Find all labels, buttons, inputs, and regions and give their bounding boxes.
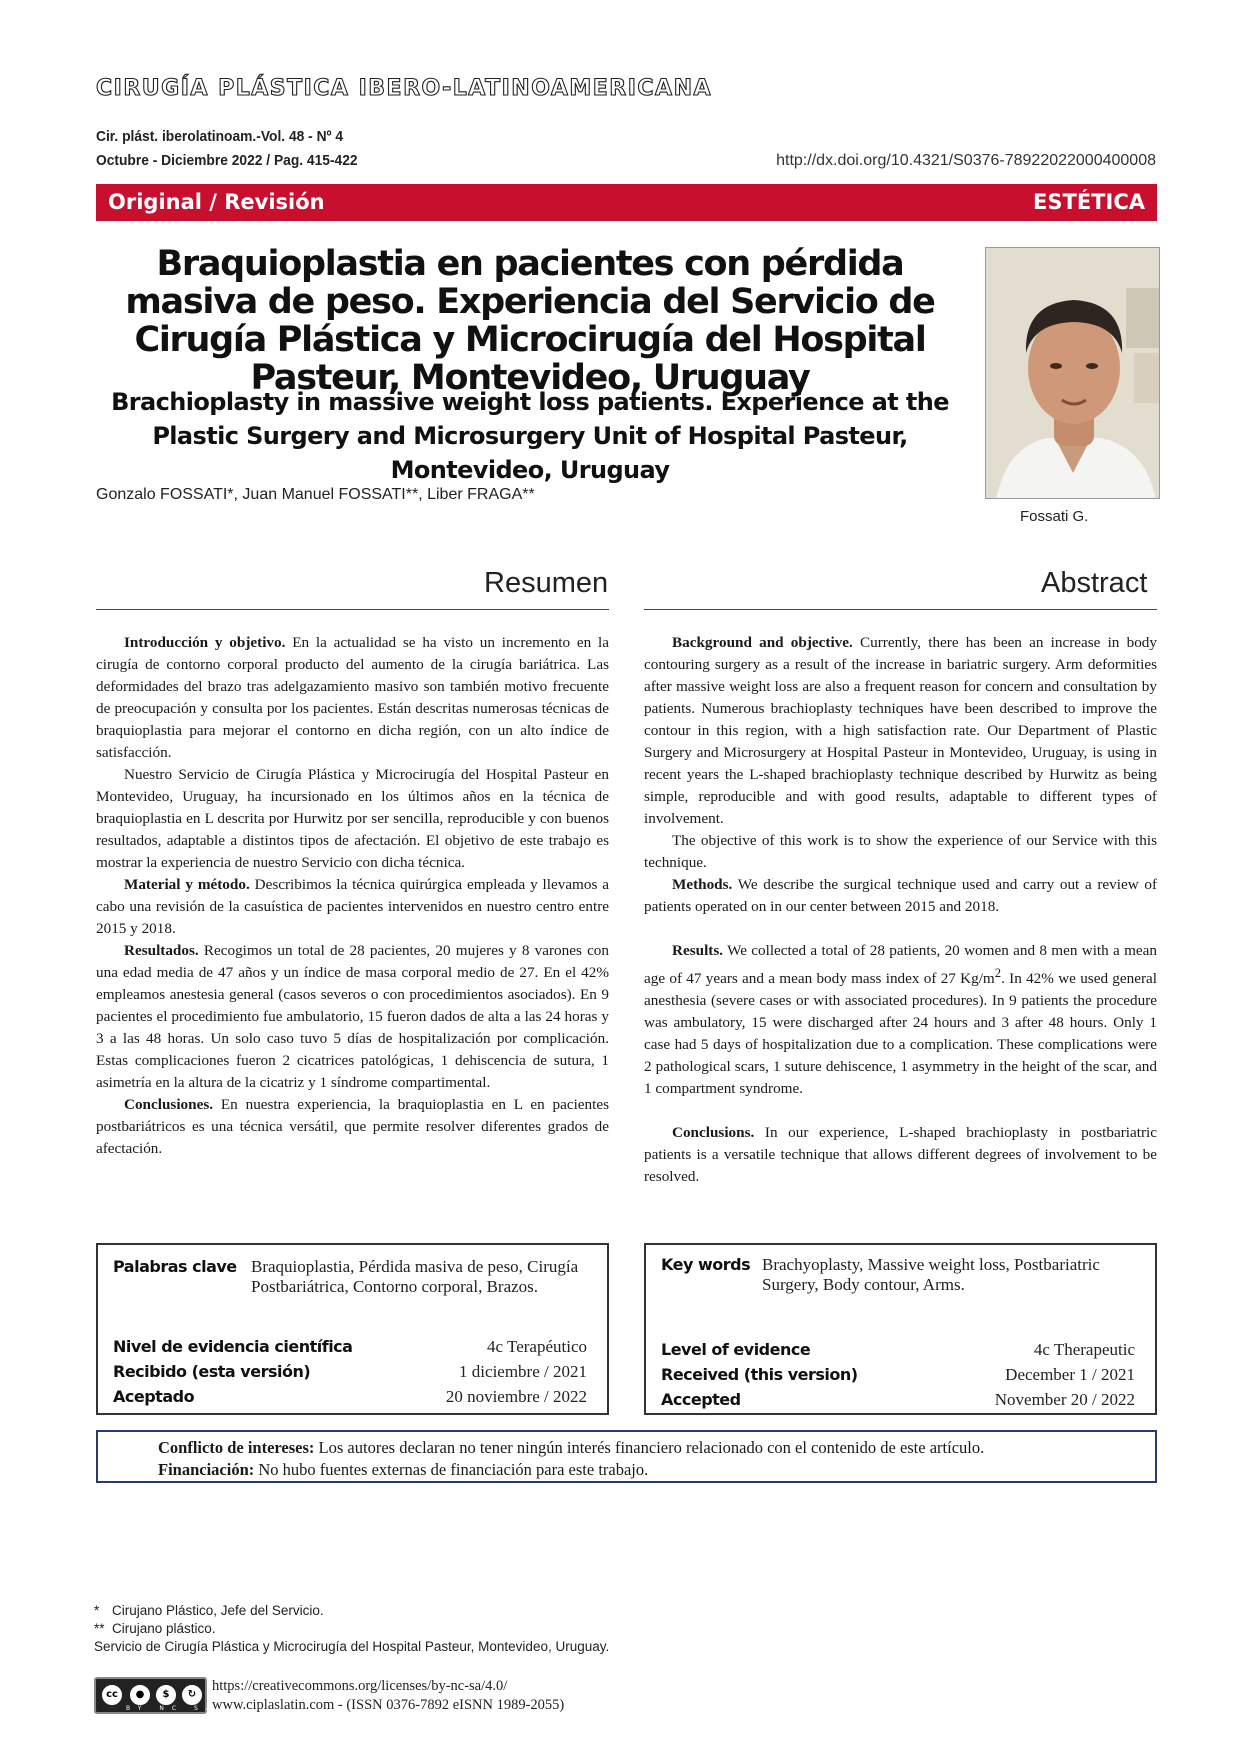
cc-icon: cc	[100, 1683, 124, 1707]
received-value: December 1 / 2021	[1005, 1365, 1135, 1384]
abstract-paragraph: The objective of this work is to show the experience of our Service with this technique.	[644, 832, 1157, 871]
authors: Gonzalo FOSSATI*, Juan Manuel FOSSATI**, Liber FRAGA**	[96, 486, 535, 503]
accepted-value: 20 noviembre / 2022	[445, 1387, 587, 1406]
abstract-rule	[644, 609, 1157, 610]
accepted-value: November 20 / 2022	[994, 1390, 1135, 1409]
accepted-label: Accepted	[661, 1390, 741, 1409]
keywords-label: Key words	[661, 1255, 751, 1274]
funding-statement: Financiación: No hubo fuentes externas de financiación para este trabajo.	[158, 1460, 649, 1479]
received-label: Recibido (esta versión)	[113, 1362, 311, 1381]
evidence-label: Level of evidence	[661, 1340, 811, 1359]
resumen-paragraph: Conclusiones. En nuestra experiencia, la braquioplastia en L en pacientes postbariátricos es una técnica versátil, que permite resolver diferentes grados de afectación.	[96, 1096, 609, 1157]
cc-license-badge[interactable]	[94, 1677, 218, 1714]
evidence-value: 4c Therapeutic	[1033, 1340, 1135, 1359]
keywords-text: Brachyoplasty, Massive weight loss, Postbariatric Surgery, Body contour, Arms.	[762, 1255, 1100, 1294]
section-type: Original / Revisión	[108, 190, 325, 214]
resumen-paragraph: Resultados. Recogimos un total de 28 pacientes, 20 mujeres y 8 varones con una edad media de 47 años y un índice de masa corporal medio de 27. En el 42% empleamos anestesia general (casos severos o con procedimientos asociados). En 9 pacientes el procedimiento fue ambulatorio, 15 fueron dados de alta a las 24 horas y 3 a las 48 horas. Un solo caso tuvo 5 días de hospitalización por complicación. Estas complicaciones fueron 2 cicatrices patológicas, 1 dehiscencia de sutura, 1 asimetría en la altura de la cicatriz y 1 síndrome compartimental.	[96, 942, 609, 1091]
cc-labels: BY NC SA	[126, 1705, 218, 1712]
resumen-paragraph: Material y método. Describimos la técnica quirúrgica empleada y llevamos a cabo una revisión de la casuística de pacientes intervenidos en nuestro centro entre 2015 y 2018.	[96, 876, 610, 937]
keywords-box-es	[96, 1243, 609, 1415]
received-label: Received (this version)	[661, 1365, 858, 1384]
author-photo	[985, 247, 1160, 499]
doi-link[interactable]: http://dx.doi.org/10.4321/S0376-78922022000400008	[776, 152, 1156, 169]
citation-volume: Cir. plást. iberolatinoam.-Vol. 48 - Nº 4	[96, 128, 344, 145]
keywords-box-en	[644, 1243, 1157, 1415]
title-spanish: Braquioplastia en pacientes con pérdida masiva de peso. Experiencia del Servicio de Cirugía Plástica y Microcirugía del Hospital Pasteur, Montevideo, Uruguay	[125, 244, 935, 398]
keywords-label: Palabras clave	[113, 1257, 237, 1276]
footnotes	[94, 1602, 794, 1656]
resumen-body	[96, 632, 609, 1160]
sa-icon: ↻	[180, 1683, 204, 1707]
abstract-paragraph: Results. We collected a total of 28 patients, 20 women and 8 men with a mean age of 47 years and a mean body mass index of 27 $Kg/m^2$. In 42% we used general anesthesia (severe cases or with associated procedures). In 9 patients the procedure was ambulatory, 15 were discharged after 24 hours and 3 after 48 hours. Only 1 case had 5 days of hospitalization due to a complication. These complications were 2 pathological scars, 1 suture dehiscence, 1 asymmetry in the height of the scar, and 1 compartment syndrome.	[644, 942, 1157, 1098]
accepted-label: Aceptado	[113, 1387, 195, 1406]
footnote-2: ** Cirujano plástico.	[94, 1621, 216, 1636]
abstract-body	[644, 632, 1157, 1188]
journal-title: CIRUGÍA PLÁSTICA IBERO-LATINOAMERICANA	[96, 76, 713, 101]
abstract-heading: Abstract	[1041, 567, 1148, 599]
disclosures-box	[96, 1430, 1157, 1483]
photo-caption: Fossati G.	[1020, 508, 1089, 525]
resumen-paragraph: Introducción y objetivo. En la actualidad se ha visto un incremento en la cirugía de contorno corporal producto del aumento de la cirugía bariátrica. Las deformidades del brazo tras adelgazamiento masivo son también motivo frecuente de preocupación y consulta por los pacientes. Están descritas numerosas técnicas de braquioplastia para mejorar el contorno en dicha región, con un alto índice de satisfacción.	[96, 634, 609, 761]
received-value: 1 diciembre / 2021	[459, 1362, 587, 1381]
section-bar	[96, 184, 1157, 221]
by-icon: ●	[128, 1683, 152, 1707]
resumen-paragraph: Nuestro Servicio de Cirugía Plástica y Microcirugía del Hospital Pasteur en Montevideo, Uruguay, ha incursionado en los últimos años en la técnica de braquioplastia en L descrita por Hurwitz por ser sencilla, reproducible y con buenos resultados, adaptable a distintos tipos de afectación. El objetivo de este trabajo es mostrar la experiencia de nuestro Servicio con dicha técnica.	[96, 766, 609, 871]
abstract-paragraph: Methods. We describe the surgical technique used and carry out a review of patients operated on in our center between 2015 and 2018.	[644, 876, 1157, 915]
abstract-paragraph: Background and objective. Currently, there has been an increase in body contouring surgery as a result of the increase in bariatric surgery. Arm deformities after massive weight loss are also a frequent reason for concern and consultation by patients. Numerous brachioplasty techniques have been described to improve the contour in this region, with a high satisfaction rate. Our Department of Plastic Surgery and Microsurgery at Hospital Pasteur in Montevideo, Uruguay, is using in recent years the L-shaped brachioplasty technique described by Hurwitz as being simple, reproducible and with good results, adaptable to different types of involvement.	[644, 634, 1157, 827]
author-portrait-image	[986, 248, 1160, 499]
keywords-text: Braquioplastia, Pérdida masiva de peso, Cirugía Postbariátrica, Contorno corporal, Brazos.	[251, 1257, 579, 1296]
title-english: Brachioplasty in massive weight loss patients. Experience at the Plastic Surgery and Microsurgery Unit of Hospital Pasteur, Montevideo, Uruguay	[111, 388, 949, 484]
resumen-heading: Resumen	[484, 567, 609, 599]
license-info	[212, 1677, 564, 1715]
resumen-rule	[96, 609, 609, 610]
license-url[interactable]: https://creativecommons.org/licenses/by-nc-sa/4.0/	[212, 1678, 508, 1694]
section-specialty: ESTÉTICA	[1033, 190, 1145, 214]
abstract-paragraph: Conclusions. In our experience, L-shaped brachioplasty in postbariatric patients is a versatile technique that allows different degrees of involvement to be resolved.	[644, 1124, 1157, 1186]
nc-icon: $	[154, 1683, 178, 1707]
footnote-1: * Cirujano Plástico, Jefe del Servicio.	[94, 1603, 324, 1618]
journal-site[interactable]: www.ciplaslatin.com - (ISSN 0376-7892 eISNN 1989-2055)	[212, 1697, 565, 1713]
affiliation: Servicio de Cirugía Plástica y Microcirugía del Hospital Pasteur, Montevideo, Uruguay.	[94, 1639, 610, 1654]
evidence-label: Nivel de evidencia científica	[113, 1337, 353, 1356]
evidence-value: 4c Terapéutico	[487, 1337, 587, 1356]
citation-pages: Octubre - Diciembre 2022 / Pag. 415-422	[96, 152, 358, 169]
conflict-statement: Conflicto de intereses: Los autores declaran no tener ningún interés financiero relacionado con el contenido de este artículo.	[158, 1438, 985, 1457]
